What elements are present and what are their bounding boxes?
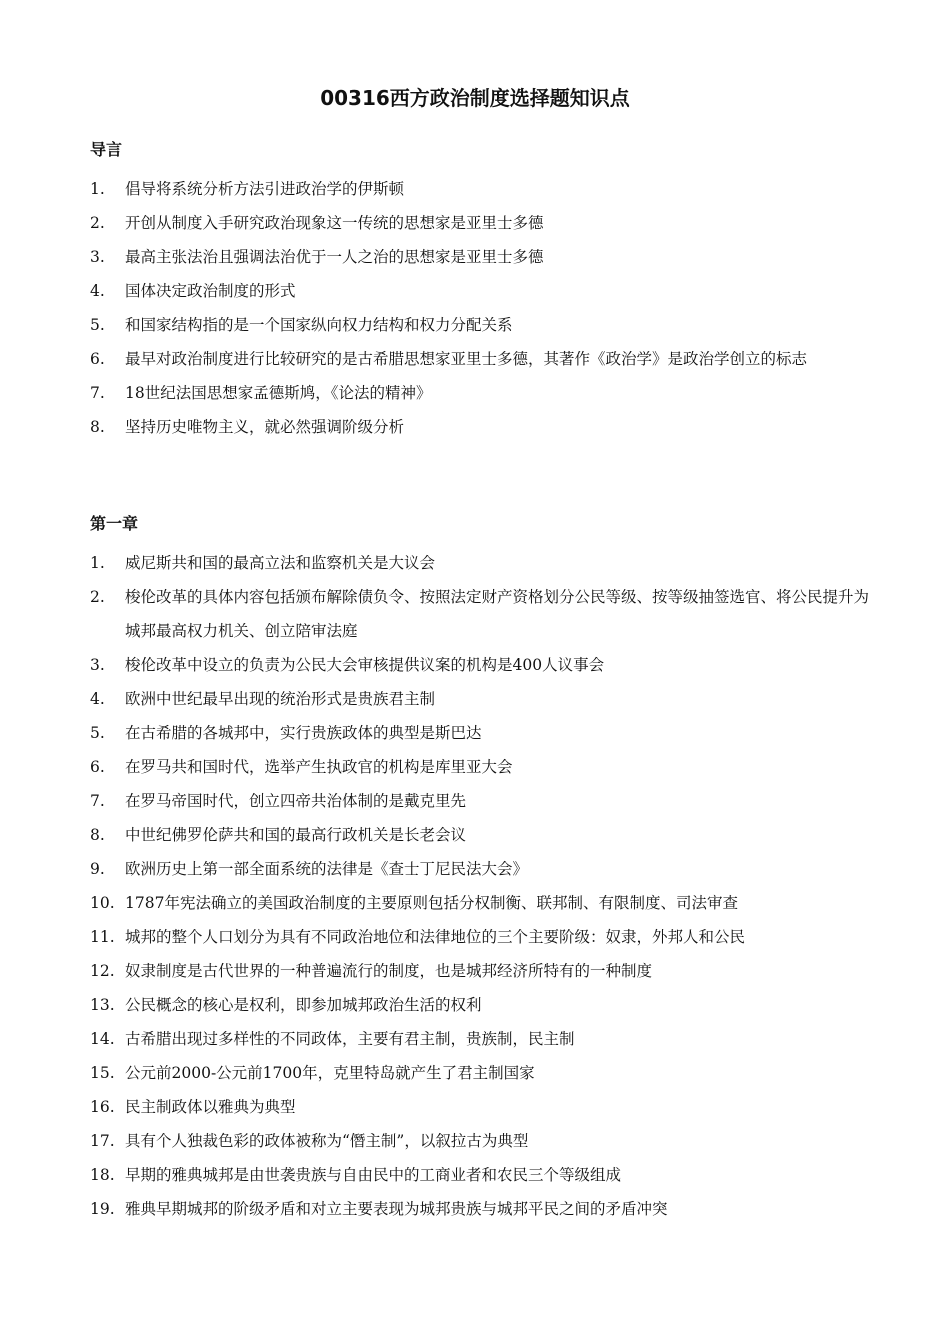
item-number: 19. bbox=[90, 1200, 115, 1218]
item-number: 7. bbox=[90, 792, 105, 810]
list-item bbox=[90, 750, 870, 784]
item-text: 欧洲历史上第一部全面系统的法律是《查士丁尼民法大会》 bbox=[125, 860, 529, 878]
section-heading: 导言 bbox=[90, 140, 123, 159]
item-text: 1787年宪法确立的美国政治制度的主要原则包括分权制衡、联邦制、有限制度、司法审查 bbox=[125, 894, 738, 912]
item-text: 民主制政体以雅典为典型 bbox=[125, 1098, 296, 1116]
document-title: 00316西方政治制度选择题知识点 bbox=[320, 86, 630, 110]
item-text: 国体决定政治制度的形式 bbox=[125, 282, 296, 300]
item-number: 10. bbox=[90, 894, 115, 912]
item-text: 梭伦改革的具体内容包括颁布解除债负令、按照法定财产资格划分公民等级、按等级抽签选官、将公民提升为城邦最高权力机关、创立陪审法庭 bbox=[125, 588, 870, 640]
list-item bbox=[90, 240, 870, 274]
item-list bbox=[90, 172, 870, 444]
item-text: 在罗马共和国时代，选举产生执政官的机构是库里亚大会 bbox=[125, 758, 513, 776]
item-text: 早期的雅典城邦是由世袭贵族与自由民中的工商业者和农民三个等级组成 bbox=[125, 1166, 622, 1184]
item-number: 7. bbox=[90, 384, 105, 402]
list-item bbox=[90, 784, 870, 818]
item-number: 15. bbox=[90, 1064, 115, 1082]
item-number: 1. bbox=[90, 180, 105, 198]
item-number: 3. bbox=[90, 248, 105, 266]
item-text: 城邦的整个人口划分为具有不同政治地位和法律地位的三个主要阶级：奴隶，外邦人和公民 bbox=[125, 928, 746, 946]
item-number: 6. bbox=[90, 350, 105, 368]
item-number: 9. bbox=[90, 860, 105, 878]
item-number: 1. bbox=[90, 554, 105, 572]
list-item bbox=[90, 648, 870, 682]
item-text: 倡导将系统分析方法引进政治学的伊斯顿 bbox=[125, 180, 405, 198]
section-heading: 第一章 bbox=[90, 514, 139, 533]
item-number: 4. bbox=[90, 282, 105, 300]
section-chapter-one bbox=[90, 512, 870, 1226]
list-item bbox=[90, 1056, 870, 1090]
item-number: 2. bbox=[90, 588, 105, 606]
item-number: 14. bbox=[90, 1030, 115, 1048]
list-item bbox=[90, 716, 870, 750]
item-text: 坚持历史唯物主义，就必然强调阶级分析 bbox=[125, 418, 405, 436]
item-text: 奴隶制度是古代世界的一种普遍流行的制度，也是城邦经济所特有的一种制度 bbox=[125, 962, 653, 980]
list-item bbox=[90, 206, 870, 240]
list-item bbox=[90, 274, 870, 308]
item-number: 13. bbox=[90, 996, 115, 1014]
item-text: 在罗马帝国时代，创立四帝共治体制的是戴克里先 bbox=[125, 792, 467, 810]
item-number: 6. bbox=[90, 758, 105, 776]
item-text: 和国家结构指的是一个国家纵向权力结构和权力分配关系 bbox=[125, 316, 513, 334]
item-text: 威尼斯共和国的最高立法和监察机关是大议会 bbox=[125, 554, 436, 572]
item-number: 8. bbox=[90, 826, 105, 844]
list-item bbox=[90, 988, 870, 1022]
item-text: 梭伦改革中设立的负责为公民大会审核提供议案的机构是400人议事会 bbox=[125, 656, 605, 674]
item-text: 中世纪佛罗伦萨共和国的最高行政机关是长老会议 bbox=[125, 826, 467, 844]
item-number: 17. bbox=[90, 1132, 115, 1150]
item-number: 3. bbox=[90, 656, 105, 674]
list-item bbox=[90, 376, 870, 410]
item-text: 最早对政治制度进行比较研究的是古希腊思想家亚里士多德，其著作《政治学》是政治学创立的标志 bbox=[125, 350, 808, 368]
item-number: 5. bbox=[90, 724, 105, 742]
list-item bbox=[90, 920, 870, 954]
item-text: 公元前2000-公元前1700年，克里特岛就产生了君主制国家 bbox=[125, 1064, 535, 1082]
item-number: 5. bbox=[90, 316, 105, 334]
list-item bbox=[90, 580, 870, 648]
list-item bbox=[90, 682, 870, 716]
item-number: 8. bbox=[90, 418, 105, 436]
list-item bbox=[90, 1192, 870, 1226]
item-number: 4. bbox=[90, 690, 105, 708]
list-item bbox=[90, 818, 870, 852]
item-number: 2. bbox=[90, 214, 105, 232]
list-item bbox=[90, 410, 870, 444]
item-text: 在古希腊的各城邦中，实行贵族政体的典型是斯巴达 bbox=[125, 724, 482, 742]
item-number: 11. bbox=[90, 928, 115, 946]
list-item bbox=[90, 172, 870, 206]
item-text: 最高主张法治且强调法治优于一人之治的思想家是亚里士多德 bbox=[125, 248, 544, 266]
item-number: 18. bbox=[90, 1166, 115, 1184]
list-item bbox=[90, 1158, 870, 1192]
list-item bbox=[90, 1124, 870, 1158]
list-item bbox=[90, 886, 870, 920]
item-text: 具有个人独裁色彩的政体被称为“僭主制”，以叙拉古为典型 bbox=[125, 1132, 529, 1150]
list-item bbox=[90, 342, 870, 376]
list-item bbox=[90, 1022, 870, 1056]
item-text: 古希腊出现过多样性的不同政体，主要有君主制，贵族制，民主制 bbox=[125, 1030, 575, 1048]
item-text: 开创从制度入手研究政治现象这一传统的思想家是亚里士多德 bbox=[125, 214, 544, 232]
list-item bbox=[90, 852, 870, 886]
item-number: 12. bbox=[90, 962, 115, 980]
list-item bbox=[90, 1090, 870, 1124]
list-item bbox=[90, 954, 870, 988]
item-text: 18世纪法国思想家孟德斯鸠，《论法的精神》 bbox=[125, 384, 432, 402]
list-item bbox=[90, 308, 870, 342]
item-text: 欧洲中世纪最早出现的统治形式是贵族君主制 bbox=[125, 690, 436, 708]
item-list bbox=[90, 546, 870, 1226]
item-number: 16. bbox=[90, 1098, 115, 1116]
item-text: 公民概念的核心是权利，即参加城邦政治生活的权利 bbox=[125, 996, 482, 1014]
list-item bbox=[90, 546, 870, 580]
item-text: 雅典早期城邦的阶级矛盾和对立主要表现为城邦贵族与城邦平民之间的矛盾冲突 bbox=[125, 1200, 668, 1218]
section-introduction bbox=[90, 138, 870, 444]
